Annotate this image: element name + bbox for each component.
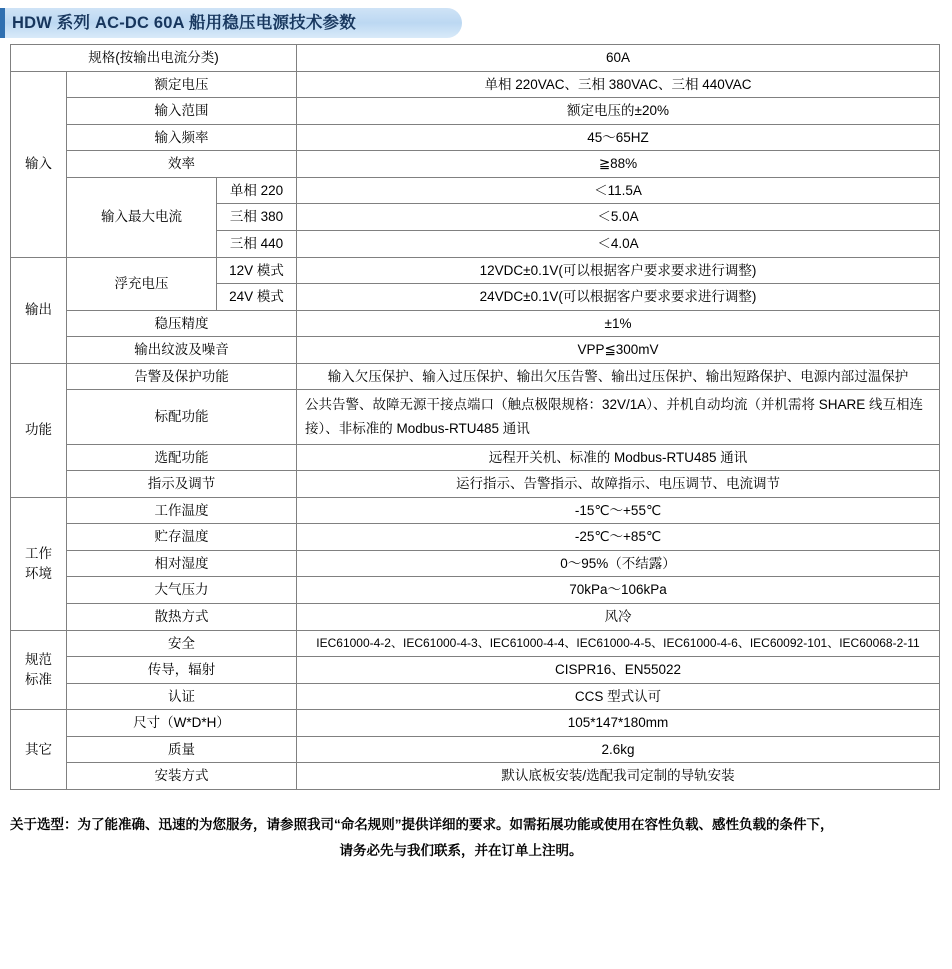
group-other: 其它 <box>11 710 67 790</box>
group-environment <box>11 497 67 630</box>
output-float-voltage-label: 浮充电压 <box>67 257 217 310</box>
function-indicator-value: 运行指示、告警指示、故障指示、电压调节、电流调节 <box>297 471 940 498</box>
table-row <box>11 550 940 577</box>
spec-class-value: 60A <box>297 45 940 72</box>
env-cooling-value: 风冷 <box>297 603 940 630</box>
output-float-voltage-sub: 12V 模式 <box>217 257 297 284</box>
selection-note-line2: 请务必先与我们联系，并在订单上注明。 <box>339 842 583 858</box>
group-standard <box>11 630 67 710</box>
spec-class-label: 规格(按输出电流分类) <box>11 45 297 72</box>
table-row <box>11 257 940 284</box>
group-input: 输入 <box>11 71 67 257</box>
table-row <box>11 310 940 337</box>
table-row <box>11 390 940 444</box>
output-ripple-value: VPP≦300mV <box>297 337 940 364</box>
env-work-temp-label: 工作温度 <box>67 497 297 524</box>
env-work-temp-value: -15℃～+55℃ <box>297 497 940 524</box>
group-output: 输出 <box>11 257 67 363</box>
env-humidity-value: 0～95%（不结露） <box>297 550 940 577</box>
input-max-current-label: 输入最大电流 <box>67 177 217 257</box>
table-row <box>11 603 940 630</box>
input-max-current-value: ＜4.0A <box>297 230 940 257</box>
input-frequency-value: 45～65HZ <box>297 124 940 151</box>
env-pressure-label: 大气压力 <box>67 577 297 604</box>
function-indicator-label: 指示及调节 <box>67 471 297 498</box>
input-range-label: 输入范围 <box>67 98 297 125</box>
other-weight-label: 质量 <box>67 736 297 763</box>
table-row <box>11 337 940 364</box>
function-protection-label: 告警及保护功能 <box>67 363 297 390</box>
group-function: 功能 <box>11 363 67 497</box>
table-row <box>11 45 940 72</box>
env-cooling-label: 散热方式 <box>67 603 297 630</box>
other-mounting-value: 默认底板安装/选配我司定制的导轨安装 <box>297 763 940 790</box>
input-max-current-value: ＜5.0A <box>297 204 940 231</box>
table-row <box>11 497 940 524</box>
input-rated-voltage-value: 单相 220VAC、三相 380VAC、三相 440VAC <box>297 71 940 98</box>
table-row <box>11 657 940 684</box>
function-standard-value: 公共告警、故障无源干接点端口（触点极限规格：32V/1A）、并机自动均流（并机需将 SHARE 线互相连接）、非标准的 Modbus-RTU485 通讯 <box>297 390 940 444</box>
group-environment-line1: 工作 <box>25 546 52 562</box>
output-ripple-label: 输出纹波及噪音 <box>67 337 297 364</box>
table-row <box>11 524 940 551</box>
table-row <box>11 630 940 657</box>
input-range-value: 额定电压的±20% <box>297 98 940 125</box>
table-row <box>11 683 940 710</box>
input-frequency-label: 输入频率 <box>67 124 297 151</box>
env-storage-temp-value: -25℃～+85℃ <box>297 524 940 551</box>
other-weight-value: 2.6kg <box>297 736 940 763</box>
specification-table <box>10 44 940 790</box>
output-float-voltage-sub: 24V 模式 <box>217 284 297 311</box>
output-accuracy-value: ±1% <box>297 310 940 337</box>
input-max-current-value: ＜11.5A <box>297 177 940 204</box>
selection-note-line1: 关于选型：为了能准确、迅速的为您服务，请参照我司“命名规则”提供详细的要求。如需拓展功能或使用在容性负载、感性负载的条件下， <box>10 816 834 832</box>
output-float-voltage-value: 24VDC±0.1V(可以根据客户要求要求进行调整) <box>297 284 940 311</box>
input-max-current-sub: 单相 220 <box>217 177 297 204</box>
input-efficiency-value: ≧88% <box>297 151 940 178</box>
table-row <box>11 763 940 790</box>
table-row <box>11 471 940 498</box>
input-efficiency-label: 效率 <box>67 151 297 178</box>
function-protection-value: 输入欠压保护、输入过压保护、输出欠压告警、输出过压保护、输出短路保护、电源内部过温保护 <box>297 363 940 390</box>
function-option-label: 选配功能 <box>67 444 297 471</box>
standard-cert-value: CCS 型式认可 <box>297 683 940 710</box>
input-rated-voltage-label: 额定电压 <box>67 71 297 98</box>
group-standard-line1: 规范 <box>25 652 52 668</box>
selection-note <box>10 812 942 863</box>
standard-safety-value: IEC61000-4-2、IEC61000-4-3、IEC61000-4-4、IEC61000-4-5、IEC61000-4-6、IEC60092-101、IEC60068-2-11 <box>297 630 940 657</box>
table-row <box>11 177 940 204</box>
table-row <box>11 363 940 390</box>
input-max-current-sub: 三相 440 <box>217 230 297 257</box>
standard-cert-label: 认证 <box>67 683 297 710</box>
page-title: HDW 系列 AC-DC 60A 船用稳压电源技术参数 <box>12 14 356 32</box>
standard-emission-label: 传导，辐射 <box>67 657 297 684</box>
function-option-value: 远程开关机、标准的 Modbus-RTU485 通讯 <box>297 444 940 471</box>
output-float-voltage-value: 12VDC±0.1V(可以根据客户要求要求进行调整) <box>297 257 940 284</box>
other-mounting-label: 安装方式 <box>67 763 297 790</box>
function-standard-label: 标配功能 <box>67 390 297 444</box>
standard-emission-value: CISPR16、EN55022 <box>297 657 940 684</box>
output-accuracy-label: 稳压精度 <box>67 310 297 337</box>
standard-safety-label: 安全 <box>67 630 297 657</box>
page-title-banner <box>0 8 462 38</box>
title-accent-bar <box>0 8 5 38</box>
group-environment-line2: 环境 <box>25 565 52 581</box>
env-pressure-value: 70kPa～106kPa <box>297 577 940 604</box>
other-size-label: 尺寸（W*D*H） <box>67 710 297 737</box>
group-standard-line2: 标准 <box>25 671 52 687</box>
input-max-current-sub: 三相 380 <box>217 204 297 231</box>
other-size-value: 105*147*180mm <box>297 710 940 737</box>
table-row <box>11 151 940 178</box>
env-humidity-label: 相对湿度 <box>67 550 297 577</box>
env-storage-temp-label: 贮存温度 <box>67 524 297 551</box>
table-row <box>11 710 940 737</box>
table-row <box>11 71 940 98</box>
table-row <box>11 124 940 151</box>
table-row <box>11 736 940 763</box>
table-row <box>11 98 940 125</box>
table-row <box>11 444 940 471</box>
table-row <box>11 577 940 604</box>
